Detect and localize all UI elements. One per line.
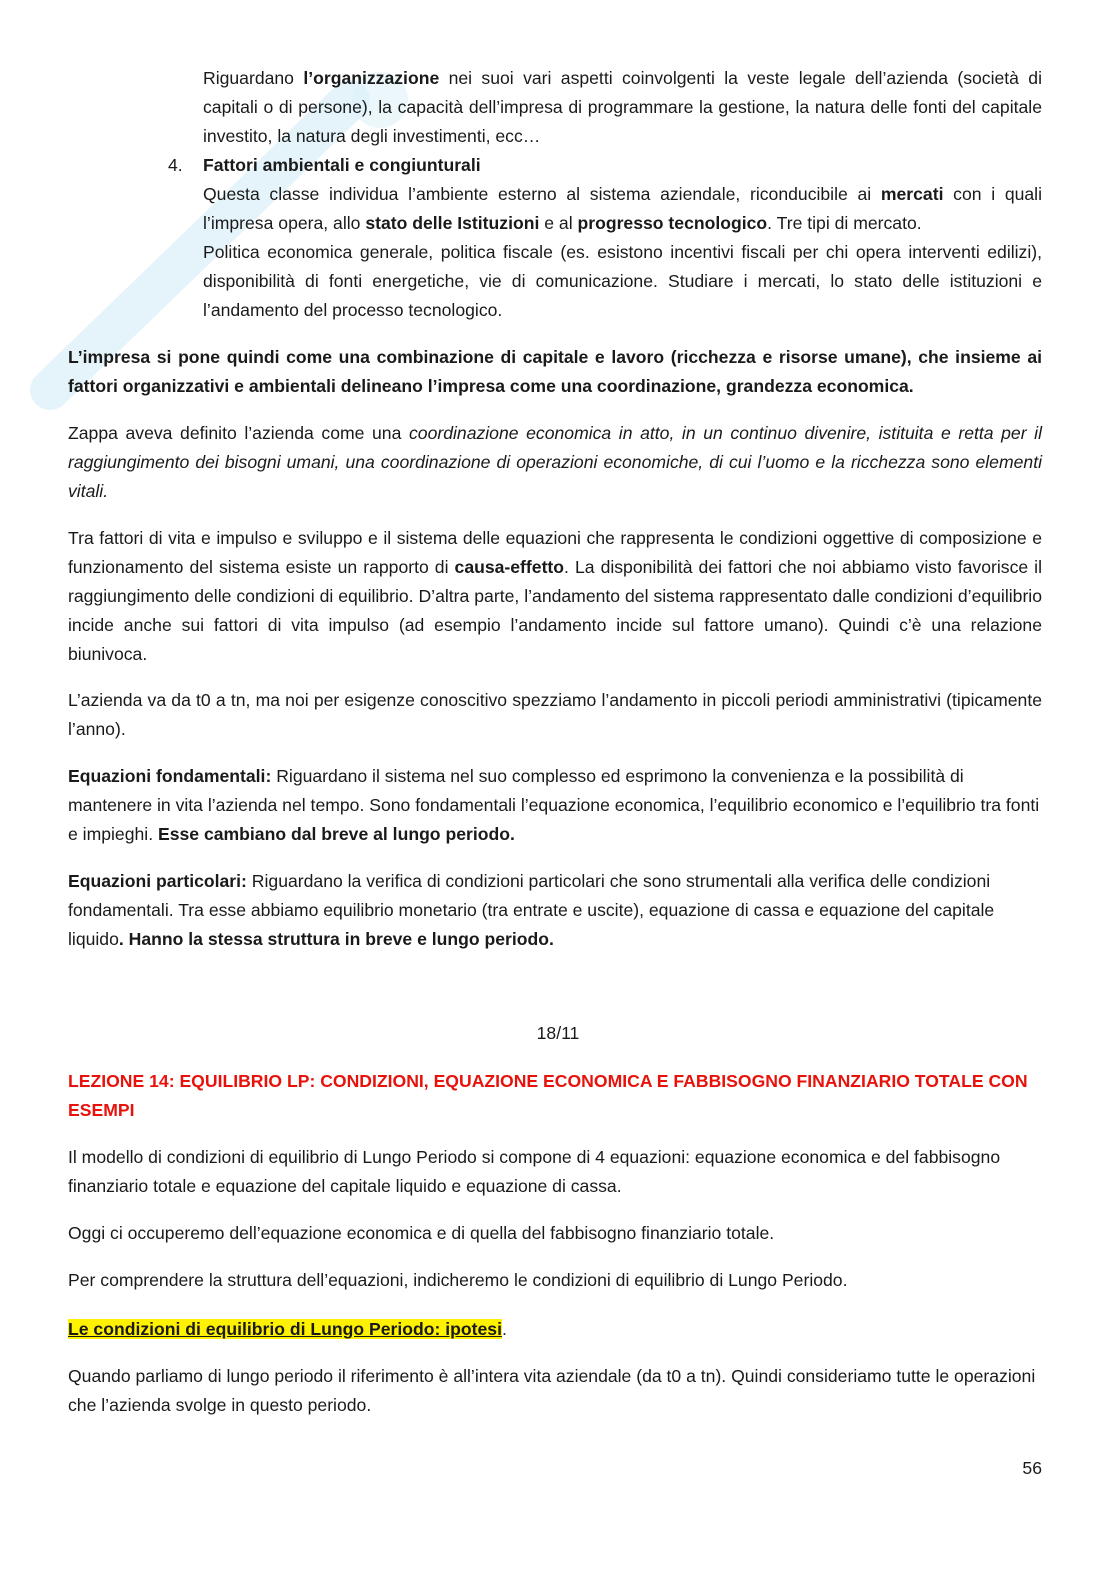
list-item-text: Questa classe individua l’ambiente esterno al sistema aziendale, riconducibile ai mercati con i quali l’impresa opera, allo stato delle Istituzioni e al progresso tecnologico. Tre tipi di mercato. <box>203 184 1042 233</box>
periodi-paragraph: L’azienda va da t0 a tn, ma noi per esigenze conoscitivo spezziamo l’andamento in piccoli periodi amministrativi (tipicamente l’anno). <box>68 690 1042 739</box>
summary-paragraph: L’impresa si pone quindi come una combinazione di capitale e lavoro (ricchezza e risorse umane), che insieme ai fattori organizzativi e ambientali delineano l’impresa come una coordinazione, grandezza economica. <box>68 347 1042 396</box>
lesson-title: LEZIONE 14: EQUILIBRIO LP: CONDIZIONI, EQUAZIONE ECONOMICA E FABBISOGNO FINANZIARIO TOTALE CON ESEMPI <box>68 1071 1028 1120</box>
equazioni-fondamentali: Equazioni fondamentali: Riguardano il sistema nel suo complesso ed esprimono la convenienza e la possibilità di mantenere in vita l’azienda nel tempo. Sono fondamentali l’equazione economica, l’equilibrio economico e l’equilibrio tra fonti e impieghi. Esse cambiano dal breve al lungo periodo. <box>68 766 1040 844</box>
list-item-title: Fattori ambientali e congiunturali <box>203 155 481 175</box>
list-item-text-2: Politica economica generale, politica fiscale (es. esistono incentivi fiscali per chi opera interventi edilizi), disponibilità di fonti energetiche, vie di comunicazione. Studiare i mercati, lo stato delle istituzioni e l’andamento del processo tecnologico. <box>203 242 1042 320</box>
lungo-periodo-paragraph: Quando parliamo di lungo periodo il riferimento è all’intera vita aziendale (da t0 a tn). Quindi consideriamo tutte le operazioni che l’azienda svolge in questo periodo. <box>68 1366 1036 1415</box>
lesson-date: 18/11 <box>536 1023 580 1043</box>
causa-effetto-paragraph: Tra fattori di vita e impulso e sviluppo e il sistema delle equazioni che rappresenta le condizioni oggettive di composizione e funzionamento del sistema esiste un rapporto di causa-effetto. La disponibilità dei fattori che noi abbiamo visto favorisce il raggiungimento delle condizioni di equilibrio. D’altra parte, l’andamento del sistema rappresentato dalle condizioni d’equilibrio incide anche sui fattori di vita impulso (ad esempio l’andamento incide sul fattore umano). Quindi c’è una relazione biunivoca. <box>68 528 1043 664</box>
equazioni-particolari: Equazioni particolari: Riguardano la verifica di condizioni particolari che sono strumentali alla verifica delle condizioni fondamentali. Tra esse abbiamo equilibrio monetario (tra entrate e uscite), equazione di cassa e equazione del capitale liquido. Hanno la stessa struttura in breve e lungo periodo. <box>68 871 995 949</box>
page-number: 56 <box>1022 1458 1042 1478</box>
intro-paragraph: Riguardano l’organizzazione nei suoi vari aspetti coinvolgenti la veste legale dell’azienda (società di capitali o di persone), la capacità dell’impresa di programmare la gestione, la natura delle fonti del capitale investito, la natura degli investimenti, ecc… <box>203 68 1042 146</box>
comprendere-paragraph: Per comprendere la struttura dell’equazioni, indicheremo le condizioni di equilibrio di Lungo Periodo. <box>68 1270 848 1290</box>
zappa-paragraph: Zappa aveva definito l’azienda come una coordinazione economica in atto, in un continuo divenire, istituita e retta per il raggiungimento dei bisogni umani, una coordinazione di operazioni economiche, di cui l’uomo e la ricchezza sono elementi vitali. <box>68 423 1042 501</box>
list-number: 4. <box>168 155 183 175</box>
highlighted-heading: Le condizioni di equilibrio di Lungo Periodo: ipotesi. <box>68 1319 507 1339</box>
modello-paragraph: Il modello di condizioni di equilibrio di Lungo Periodo si compone di 4 equazioni: equazione economica e del fabbisogno finanziario totale e equazione del capitale liquido e equazione di cassa. <box>68 1147 1001 1196</box>
oggi-paragraph: Oggi ci occuperemo dell’equazione economica e di quella del fabbisogno finanziario totale. <box>68 1223 775 1243</box>
